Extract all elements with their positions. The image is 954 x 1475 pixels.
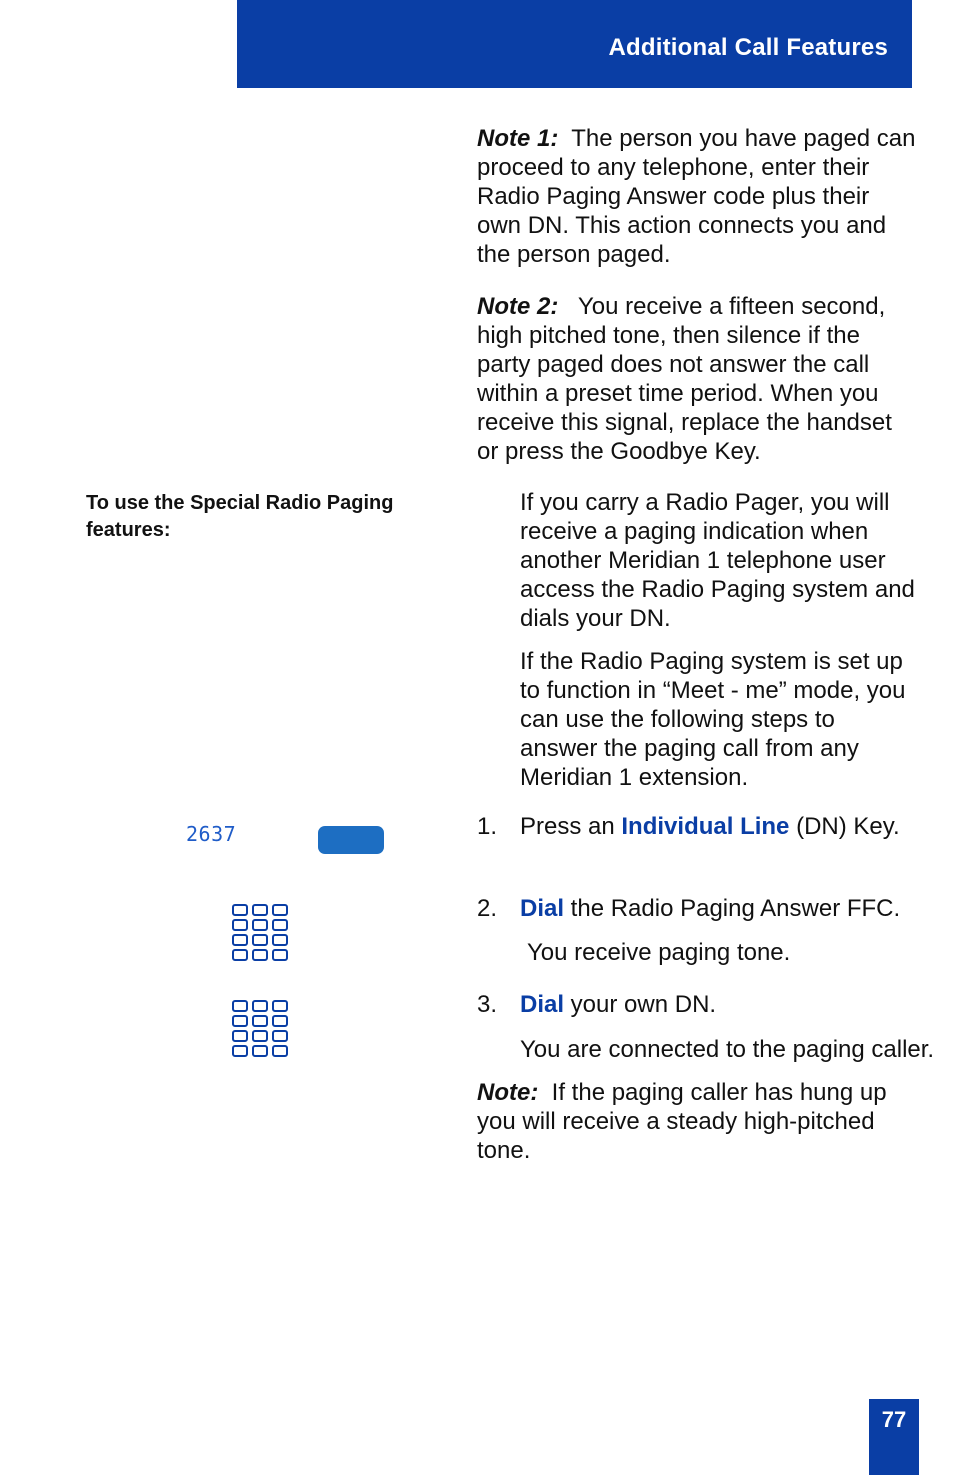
step-2-post: the Radio Paging Answer FFC. <box>564 895 901 922</box>
step-3-result: You are connected to the paging caller. <box>520 1036 935 1063</box>
intro-paragraph-2: If the Radio Paging system is set up to function in “Meet - me” mode, you can use the following steps to answer the paging call from any Meridian 1 extension. <box>520 648 906 791</box>
step-2-result: You receive paging tone. <box>527 939 791 966</box>
step-3-post: your own DN. <box>564 991 717 1018</box>
note-1-text: The person you have paged can proceed to any telephone, enter their Radio Paging Answer code plus their own DN. This action connects you and the person paged. <box>477 125 916 268</box>
step-3-number: 3. <box>477 991 498 1018</box>
page-title: Additional Call Features <box>608 34 888 61</box>
step-1-pre: Press an <box>520 813 622 840</box>
page-number: 77 <box>881 1407 907 1432</box>
note-2-text: You receive a fifteen second, high pitched tone, then silence if the party paged does not answer the call within a preset time period. When you receive this signal, replace the handset or press the Goodbye Key. <box>477 293 892 465</box>
step-3-text <box>520 990 716 1019</box>
dialpad-icon <box>232 1000 290 1058</box>
step-2-key: Dial <box>520 895 565 922</box>
step-3-key: Dial <box>520 991 565 1018</box>
note-3-label: Note: <box>477 1079 539 1106</box>
note-2 <box>477 292 917 466</box>
dialpad-icon <box>232 904 290 962</box>
step-1-key: Individual Line <box>621 813 790 840</box>
step-1-post: (DN) Key. <box>789 813 900 840</box>
step-2-number: 2. <box>477 895 498 922</box>
note-3-text: If the paging caller has hung up you will receive a steady high-pitched tone. <box>477 1079 887 1164</box>
note-1-label: Note 1: <box>477 125 559 152</box>
step-1-number: 1. <box>477 813 498 840</box>
line-key-icon <box>318 826 384 854</box>
intro-paragraph-1: If you carry a Radio Pager, you will receive a paging indication when another Meridian 1 telephone user access the Radio Paging system and dials your DN. <box>520 489 915 632</box>
page-number-box <box>869 1399 919 1475</box>
header-bar <box>237 0 912 88</box>
note-1 <box>477 124 917 269</box>
section-heading: To use the Special Radio Paging features: <box>86 492 394 541</box>
note-2-label: Note 2: <box>477 293 559 320</box>
note-3 <box>477 1078 917 1165</box>
step-2-text <box>520 894 900 923</box>
dn-display-number: 2637 <box>186 822 237 846</box>
step-1-text <box>520 812 900 841</box>
